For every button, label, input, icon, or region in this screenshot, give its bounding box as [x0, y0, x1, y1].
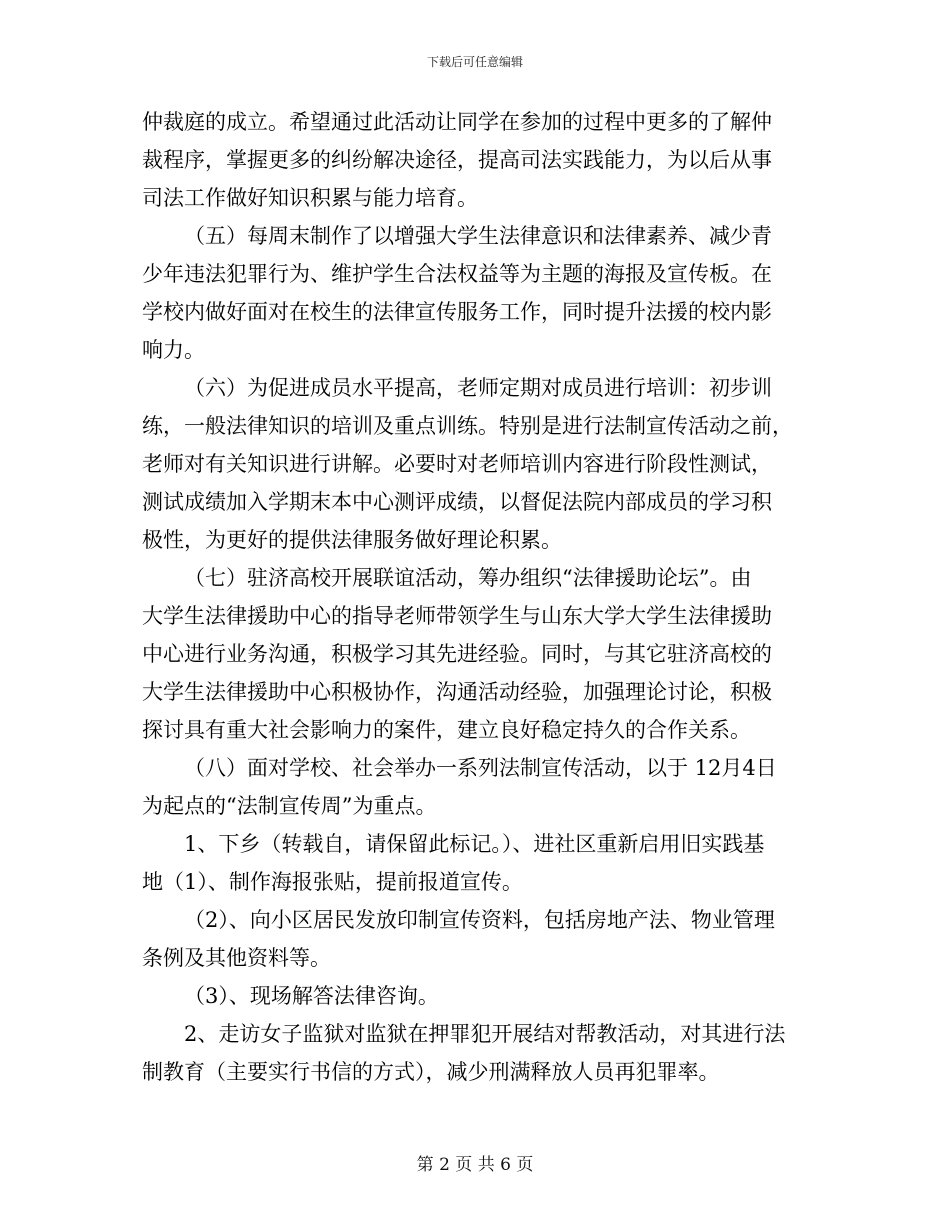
text-line: （五）每周末制作了以增强大学生法律意识和法律素养、减少青	[184, 224, 772, 248]
text-line: 司法工作做好知识积累与能力培育。	[142, 186, 478, 210]
text-line: 学校内做好面对在校生的法律宣传服务工作，同时提升法援的校内影	[142, 300, 772, 324]
text-line: 测试成绩加入学期末本中心测评成绩，以督促法院内部成员的学习积	[142, 490, 772, 514]
text-line: （七）驻济高校开展联谊活动，筹办组织“法律援助论坛”。由	[184, 566, 752, 590]
text-line: 地（1）、制作海报张贴，提前报道宣传。	[142, 870, 523, 894]
text-line: （3）、现场解答法律咨询。	[184, 984, 439, 1008]
text-line: 中心进行业务沟通，积极学习其先进经验。同时，与其它驻济高校的	[142, 642, 772, 666]
text-line: （六）为促进成员水平提高，老师定期对成员进行培训：初步训	[184, 376, 772, 400]
text-line: 少年违法犯罪行为、维护学生合法权益等为主题的海报及宣传板。在	[142, 262, 772, 286]
text-line: 响力。	[142, 338, 205, 362]
text-line: 大学生法律援助中心的指导老师带领学生与山东大学大学生法律援助	[142, 604, 772, 628]
text-line: 老师对有关知识进行讲解。必要时对老师培训内容进行阶段性测试，	[142, 452, 772, 476]
text-line: 2、走访女子监狱对监狱在押罪犯开展结对帮教活动，对其进行法	[184, 1022, 786, 1046]
text-line: （2）、向小区居民发放印制宣传资料，包括房地产法、物业管理	[184, 908, 775, 932]
text-line: 为起点的“法制宣传周”为重点。	[142, 794, 437, 818]
document-body	[142, 103, 806, 1091]
page-header: 下载后可任意编辑	[426, 55, 523, 69]
text-line: （八）面对学校、社会举办一系列法制宣传活动，以于 12月4日	[184, 756, 777, 780]
text-line: 制教育（主要实行书信的方式），减少刑满释放人员再犯罪率。	[142, 1060, 720, 1084]
text-line: 裁程序，掌握更多的纠纷解决途径，提高司法实践能力，为以后从事	[142, 148, 772, 172]
text-line: 极性，为更好的提供法律服务做好理论积累。	[142, 528, 562, 552]
text-line: 仲裁庭的成立。希望通过此活动让同学在参加的过程中更多的了解仲	[142, 110, 772, 134]
text-line: 练，一般法律知识的培训及重点训练。特别是进行法制宣传活动之前，	[142, 414, 793, 438]
text-line: 1、下乡（转载自，请保留此标记。）、进社区重新启用旧实践基	[184, 832, 765, 856]
text-line: 探讨具有重大社会影响力的案件，建立良好稳定持久的合作关系。	[142, 718, 751, 742]
page-footer: 第 2 页 共 6 页	[416, 1155, 534, 1175]
text-line: 大学生法律援助中心积极协作，沟通活动经验，加强理论讨论，积极	[142, 680, 772, 704]
text-line: 条例及其他资料等。	[142, 946, 331, 970]
